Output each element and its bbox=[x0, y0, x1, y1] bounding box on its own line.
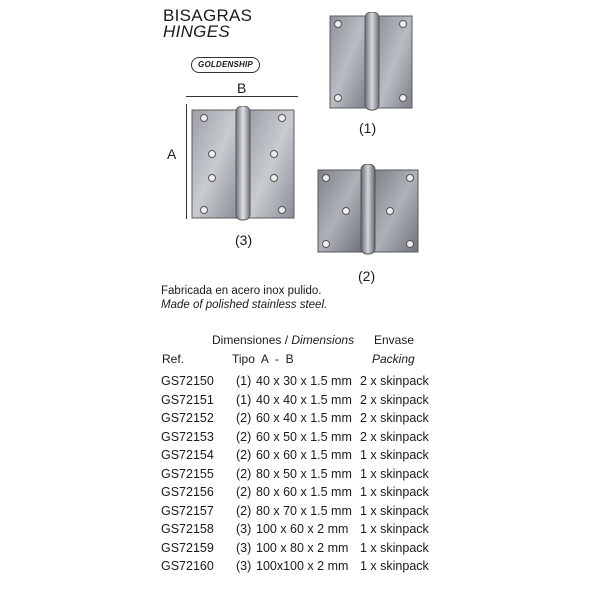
figure-2-label: (2) bbox=[358, 268, 376, 284]
table-row bbox=[161, 483, 429, 502]
table-row bbox=[161, 557, 429, 576]
figure-3-label: (3) bbox=[235, 232, 253, 248]
type-cell: (2) bbox=[236, 485, 252, 499]
type-cell: (2) bbox=[236, 411, 252, 425]
table-row bbox=[161, 391, 429, 410]
header-dimensions-es: Dimensiones / bbox=[212, 333, 289, 347]
hinge-type-2-image bbox=[316, 164, 420, 256]
table-row bbox=[161, 465, 429, 484]
ref-cell: GS72150 bbox=[161, 374, 214, 388]
dimensions-cell: 80 x 60 x 1.5 mm bbox=[256, 485, 352, 499]
packing-cell: 2 x skinpack bbox=[360, 429, 429, 444]
ref-cell: GS72154 bbox=[161, 448, 214, 462]
brand-logo: GOLDENSHIP bbox=[191, 57, 260, 73]
dimensions-cell: 100x100 x 2 mm bbox=[256, 559, 349, 573]
dimension-a-label: A bbox=[167, 146, 177, 162]
type-cell: (2) bbox=[236, 429, 252, 444]
type-cell: (3) bbox=[236, 559, 252, 573]
ref-cell: GS72158 bbox=[161, 522, 214, 536]
dimensions-cell: 80 x 50 x 1.5 mm bbox=[256, 466, 352, 481]
ref-cell: GS72159 bbox=[161, 540, 214, 555]
header-dimensions bbox=[212, 333, 354, 347]
title-spanish: BISAGRAS bbox=[163, 6, 253, 25]
packing-cell: 2 x skinpack bbox=[360, 392, 429, 407]
header-envase: Envase bbox=[374, 333, 415, 347]
table-row bbox=[161, 372, 429, 391]
header-tipo: Tipo A - B bbox=[232, 352, 294, 366]
packing-cell: 1 x skinpack bbox=[360, 448, 429, 462]
packing-cell: 2 x skinpack bbox=[360, 411, 429, 425]
packing-cell: 1 x skinpack bbox=[360, 540, 429, 555]
type-cell: (1) bbox=[236, 374, 252, 388]
packing-cell: 1 x skinpack bbox=[360, 559, 429, 573]
header-ref: Ref. bbox=[162, 352, 185, 366]
packing-cell: 2 x skinpack bbox=[360, 374, 429, 388]
table-row bbox=[161, 520, 429, 539]
ref-cell: GS72157 bbox=[161, 503, 214, 518]
table-row bbox=[161, 446, 429, 465]
dimensions-cell: 60 x 60 x 1.5 mm bbox=[256, 448, 352, 462]
specification-table bbox=[161, 372, 429, 576]
dimensions-cell: 40 x 40 x 1.5 mm bbox=[256, 392, 352, 407]
table-row bbox=[161, 502, 429, 521]
ref-cell: GS72153 bbox=[161, 429, 214, 444]
ref-cell: GS72156 bbox=[161, 485, 214, 499]
description-spanish: Fabricada en acero inox pulido. bbox=[161, 285, 322, 297]
dimensions-cell: 40 x 30 x 1.5 mm bbox=[256, 374, 352, 388]
hinge-type-3-image bbox=[190, 106, 298, 222]
ref-cell: GS72155 bbox=[161, 466, 214, 481]
packing-cell: 1 x skinpack bbox=[360, 503, 429, 518]
description-english: Made of polished stainless steel. bbox=[161, 299, 328, 311]
dimension-b-line bbox=[186, 96, 298, 97]
packing-cell: 1 x skinpack bbox=[360, 466, 429, 481]
type-cell: (2) bbox=[236, 466, 252, 481]
specification-table-body bbox=[161, 372, 429, 576]
ref-cell: GS72160 bbox=[161, 559, 214, 573]
packing-cell: 1 x skinpack bbox=[360, 522, 429, 536]
packing-cell: 1 x skinpack bbox=[360, 485, 429, 499]
type-cell: (3) bbox=[236, 540, 252, 555]
dimension-b-label: B bbox=[237, 80, 247, 96]
table-row bbox=[161, 539, 429, 558]
dimensions-cell: 60 x 50 x 1.5 mm bbox=[256, 429, 352, 444]
dimension-a-line bbox=[186, 104, 187, 219]
dimensions-cell: 100 x 60 x 2 mm bbox=[256, 522, 349, 536]
hinge-type-1-image bbox=[328, 12, 414, 112]
header-packing: Packing bbox=[372, 352, 415, 366]
table-row bbox=[161, 428, 429, 447]
dimensions-cell: 60 x 40 x 1.5 mm bbox=[256, 411, 352, 425]
dimensions-cell: 80 x 70 x 1.5 mm bbox=[256, 503, 352, 518]
dimensions-cell: 100 x 80 x 2 mm bbox=[256, 540, 349, 555]
type-cell: (2) bbox=[236, 448, 252, 462]
type-cell: (1) bbox=[236, 392, 252, 407]
table-row bbox=[161, 409, 429, 428]
title-english: HINGES bbox=[163, 22, 230, 41]
figure-1-label: (1) bbox=[359, 120, 377, 136]
header-dimensions-en: Dimensions bbox=[291, 333, 355, 347]
ref-cell: GS72151 bbox=[161, 392, 214, 407]
type-cell: (2) bbox=[236, 503, 252, 518]
ref-cell: GS72152 bbox=[161, 411, 214, 425]
type-cell: (3) bbox=[236, 522, 252, 536]
